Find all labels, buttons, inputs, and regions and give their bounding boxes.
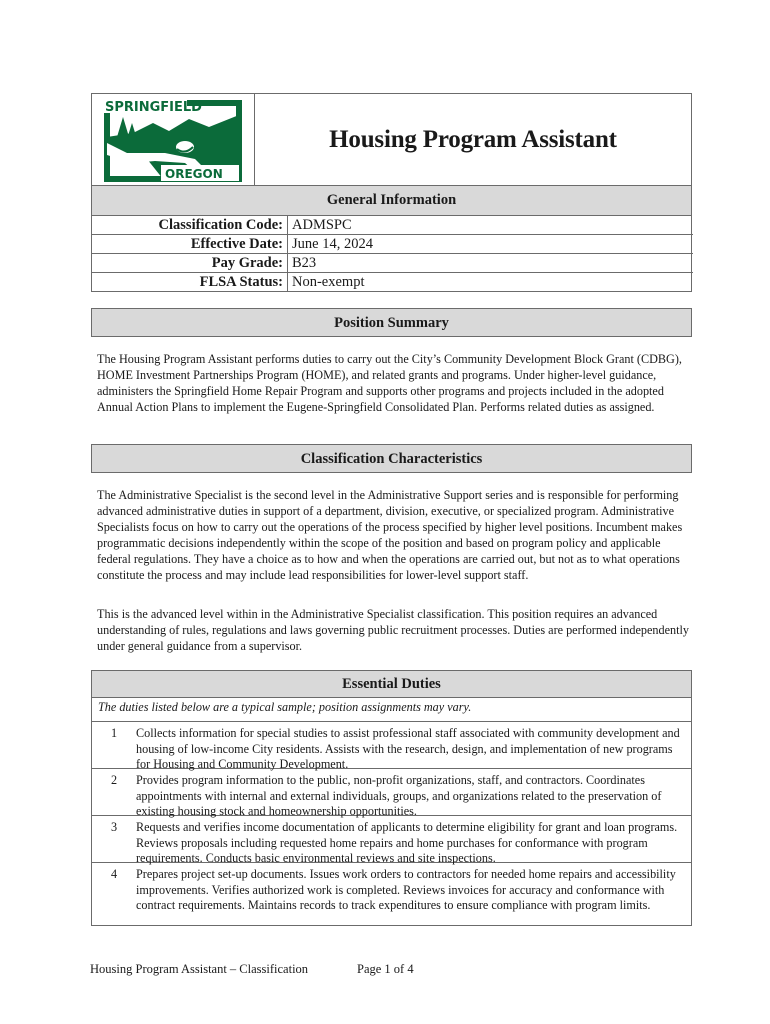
info-label: FLSA Status:	[92, 273, 288, 292]
title-cell	[255, 94, 691, 185]
duty-item	[92, 722, 691, 769]
info-label: Effective Date:	[92, 235, 288, 254]
logo-cell	[92, 94, 255, 185]
info-row-pay-grade	[92, 254, 693, 273]
position-summary-heading: Position Summary	[91, 308, 692, 337]
info-value: Non-exempt	[288, 273, 694, 292]
info-label: Classification Code:	[92, 216, 288, 235]
duty-number: 1	[110, 726, 118, 740]
classification-characteristics-paragraph-2: This is the advanced level within in the Administrative Specialist classification. This position requires an advanced understanding of rules, regulations and laws governing public recruitment processes. Duties are performed independently under general guidance from a supervisor.	[97, 607, 689, 654]
info-value: B23	[288, 254, 694, 273]
essential-duties-heading: Essential Duties	[92, 670, 691, 698]
duty-text: Provides program information to the public, non-profit organizations, staff, and contractors. Coordinates appointments with internal and external individuals, groups, and organizations related to the preservation of existing housing stock and homeownership opportunities.	[136, 773, 662, 818]
position-summary-text: The Housing Program Assistant performs duties to carry out the City’s Community Development Block Grant (CDBG), HOME Investment Partnerships Program (HOME), and related grants and programs. Under higher-level guidance, administers the Springfield Home Repair Program and supports other programs and projects included in the adopted Annual Action Plans to implement the Eugene-Springfield Consolidated Plan. Performs related duties as assigned.	[97, 352, 682, 415]
logo-bottom-text: OREGON	[165, 166, 223, 181]
info-value: ADMSPC	[288, 216, 694, 235]
classification-characteristics-heading: Classification Characteristics	[91, 444, 692, 473]
general-information-section	[91, 186, 692, 292]
duty-item	[92, 863, 691, 925]
general-information-table	[92, 216, 693, 291]
header-block	[91, 93, 692, 186]
page-title: Housing Program Assistant	[329, 125, 617, 153]
duty-number: 3	[110, 820, 118, 834]
info-row-effective-date	[92, 235, 693, 254]
info-row-flsa-status	[92, 273, 693, 292]
classification-characteristics-paragraph-1: The Administrative Specialist is the second level in the Administrative Support series and is responsible for performing advanced administrative duties in support of a department, division, executive, or specialized program. Administrative Specialists focus on how to carry out the operations of the process specified by higher level positions. Incumbent makes programmatic decisions independently within the scope of the position and based on program policy and applicable federal regulations. They have a choice as to how and when the operations are carried out, but not as to what operations constitute the process and may include lead responsibilities for lower-level support staff.	[97, 488, 683, 583]
footer-page-number: Page 1 of 4	[357, 962, 414, 976]
info-value: June 14, 2024	[288, 235, 694, 254]
logo-top-text: SPRINGFIELD	[105, 99, 202, 115]
essential-duties-note: The duties listed below are a typical sample; position assignments may vary.	[92, 698, 691, 722]
essential-duties-section	[91, 670, 692, 926]
duty-text: Requests and verifies income documentation of applicants to determine eligibility for grant and loan programs. Reviews proposals including requested home repairs and home purchases for conformance with program requirements. Conducts basic environmental reviews and site inspections.	[136, 820, 678, 865]
general-information-heading: General Information	[91, 186, 692, 216]
springfield-oregon-logo-icon	[103, 97, 243, 183]
footer-document-title: Housing Program Assistant – Classification	[90, 962, 309, 976]
duty-number: 4	[110, 867, 118, 881]
duty-text: Collects information for special studies to assist professional staff associated with community development and housing of low-income City residents. Assists with the research, design, and implementation of new programs for Housing and Community Development.	[136, 726, 680, 771]
duty-item	[92, 769, 691, 816]
info-row-classification-code	[92, 216, 693, 235]
duty-item	[92, 816, 691, 863]
duty-number: 2	[110, 773, 118, 787]
info-label: Pay Grade:	[92, 254, 288, 273]
duty-text: Prepares project set-up documents. Issues work orders to contractors for needed home repairs and accessibility improvements. Verifies authorized work is completed. Reviews invoices for accuracy and conformance with contract requirements. Maintains records to track expenditures to ensure compliance with program limits.	[136, 867, 676, 912]
